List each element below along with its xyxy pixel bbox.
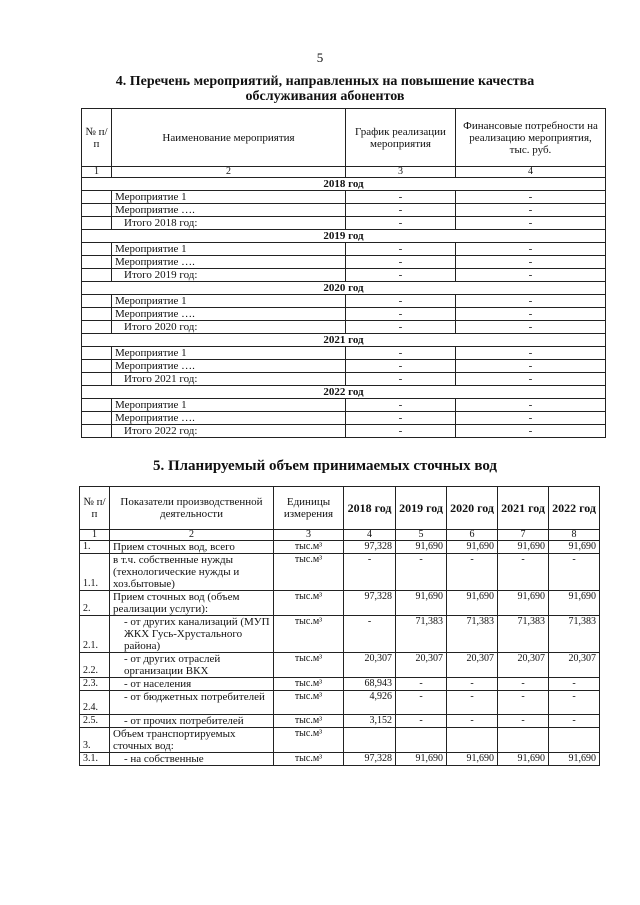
- row-number: 2.5.: [80, 715, 110, 728]
- value-cell: 91,690: [447, 753, 498, 766]
- column-number: 4: [456, 167, 606, 178]
- value-cell: 91,690: [549, 541, 600, 554]
- table-row: [82, 217, 606, 230]
- value-cell: -: [549, 691, 600, 715]
- indicator-name: - от других канализаций (МУП ЖКХ Гусь-Хрустального района): [110, 616, 274, 653]
- header-cell: № п/п: [82, 109, 112, 167]
- header-cell: Показатели производственной деятельности: [110, 487, 274, 530]
- measure-name: Мероприятие ….: [112, 308, 346, 321]
- row-number-cell: [82, 256, 112, 269]
- header-cell: 2019 год: [396, 487, 447, 530]
- header-cell: Финансовые потребности на реализацию мероприятия, тыс. руб.: [456, 109, 606, 167]
- schedule-cell: -: [346, 425, 456, 438]
- row-number-cell: [82, 191, 112, 204]
- table-row: [82, 295, 606, 308]
- value-cell: 91,690: [396, 541, 447, 554]
- finance-cell: -: [456, 295, 606, 308]
- table-row: [82, 204, 606, 217]
- column-number-row: [82, 167, 606, 178]
- unit-cell: тыс.м³: [274, 691, 344, 715]
- value-cell: -: [498, 678, 549, 691]
- indicator-name: Объем транспортируемых сточных вод:: [110, 728, 274, 753]
- value-cell: 91,690: [447, 541, 498, 554]
- value-cell: 97,328: [344, 541, 396, 554]
- header-cell: 2018 год: [344, 487, 396, 530]
- value-cell: -: [344, 554, 396, 591]
- indicator-name: в т.ч. собственные нужды (технологические нужды и хоз.бытовые): [110, 554, 274, 591]
- finance-cell: -: [456, 256, 606, 269]
- table-row: [80, 653, 600, 678]
- schedule-cell: -: [346, 308, 456, 321]
- header-cell: 2022 год: [549, 487, 600, 530]
- value-cell: 91,690: [447, 591, 498, 616]
- row-number: 1.1.: [80, 554, 110, 591]
- value-cell: -: [396, 554, 447, 591]
- measures-table: [81, 108, 606, 438]
- schedule-cell: -: [346, 217, 456, 230]
- table-row: [80, 753, 600, 766]
- row-number-cell: [82, 412, 112, 425]
- column-number: 3: [346, 167, 456, 178]
- value-cell: 91,690: [549, 591, 600, 616]
- value-cell: 20,307: [498, 653, 549, 678]
- value-cell: 20,307: [396, 653, 447, 678]
- table-row: [82, 191, 606, 204]
- row-number-cell: [82, 269, 112, 282]
- row-number-cell: [82, 204, 112, 217]
- column-number: 6: [447, 530, 498, 541]
- row-number-cell: [82, 360, 112, 373]
- value-cell: 91,690: [549, 753, 600, 766]
- finance-cell: -: [456, 425, 606, 438]
- value-cell: 91,690: [498, 591, 549, 616]
- measure-name: Мероприятие 1: [112, 399, 346, 412]
- value-cell: 91,690: [396, 753, 447, 766]
- finance-cell: -: [456, 217, 606, 230]
- schedule-cell: -: [346, 360, 456, 373]
- value-cell: 91,690: [498, 753, 549, 766]
- header-cell: 2021 год: [498, 487, 549, 530]
- year-heading: 2022 год: [82, 386, 606, 399]
- unit-cell: тыс.м³: [274, 678, 344, 691]
- schedule-cell: -: [346, 256, 456, 269]
- header-row: [80, 487, 600, 530]
- table-row: [82, 425, 606, 438]
- table-row: [80, 554, 600, 591]
- header-cell: № п/п: [80, 487, 110, 530]
- unit-cell: тыс.м³: [274, 753, 344, 766]
- header-cell: Наименование мероприятия: [112, 109, 346, 167]
- indicator-name: - на собственные: [110, 753, 274, 766]
- table-row: [82, 269, 606, 282]
- value-cell: 68,943: [344, 678, 396, 691]
- table-row: [82, 373, 606, 386]
- table-row: [82, 256, 606, 269]
- column-number: 4: [344, 530, 396, 541]
- row-number-cell: [82, 321, 112, 334]
- header-row: [82, 109, 606, 167]
- wastewater-table: [79, 486, 600, 766]
- finance-cell: -: [456, 308, 606, 321]
- schedule-cell: -: [346, 243, 456, 256]
- finance-cell: -: [456, 373, 606, 386]
- header-cell: График реализации мероприятия: [346, 109, 456, 167]
- value-cell: -: [549, 715, 600, 728]
- schedule-cell: -: [346, 412, 456, 425]
- schedule-cell: -: [346, 269, 456, 282]
- finance-cell: -: [456, 191, 606, 204]
- table-row: [80, 715, 600, 728]
- value-cell: -: [396, 691, 447, 715]
- finance-cell: -: [456, 360, 606, 373]
- finance-cell: -: [456, 399, 606, 412]
- finance-cell: -: [456, 269, 606, 282]
- column-number: 1: [82, 167, 112, 178]
- column-number: 3: [274, 530, 344, 541]
- value-cell: 91,690: [498, 541, 549, 554]
- row-number-cell: [82, 243, 112, 256]
- measure-name: Мероприятие 1: [112, 347, 346, 360]
- value-cell: 71,383: [396, 616, 447, 653]
- schedule-cell: -: [346, 321, 456, 334]
- row-number-cell: [82, 217, 112, 230]
- value-cell: -: [498, 715, 549, 728]
- schedule-cell: -: [346, 295, 456, 308]
- measure-name: Мероприятие ….: [112, 256, 346, 269]
- indicator-name: - от других отраслей организации ВКХ: [110, 653, 274, 678]
- table-row: [82, 243, 606, 256]
- finance-cell: -: [456, 412, 606, 425]
- column-number: 1: [80, 530, 110, 541]
- year-heading: 2019 год: [82, 230, 606, 243]
- measure-name: Итого 2021 год:: [112, 373, 346, 386]
- year-row: [82, 230, 606, 243]
- indicator-name: Прием сточных вод, всего: [110, 541, 274, 554]
- value-cell: 71,383: [549, 616, 600, 653]
- year-row: [82, 386, 606, 399]
- year-heading: 2018 год: [82, 178, 606, 191]
- table-row: [80, 691, 600, 715]
- value-cell: 20,307: [344, 653, 396, 678]
- section-4-title: 4. Перечень мероприятий, направленных на повышение качества обслуживания абонентов: [115, 74, 535, 104]
- value-cell: 71,383: [498, 616, 549, 653]
- row-number-cell: [82, 347, 112, 360]
- value-cell: -: [344, 616, 396, 653]
- column-number-row: [80, 530, 600, 541]
- schedule-cell: -: [346, 191, 456, 204]
- value-cell: -: [396, 678, 447, 691]
- unit-cell: тыс.м³: [274, 541, 344, 554]
- table-row: [82, 308, 606, 321]
- year-row: [82, 178, 606, 191]
- table-row: [80, 678, 600, 691]
- value-cell: 20,307: [549, 653, 600, 678]
- value-cell: 4,926: [344, 691, 396, 715]
- table-row: [82, 347, 606, 360]
- unit-cell: тыс.м³: [274, 728, 344, 753]
- measure-name: Мероприятие 1: [112, 295, 346, 308]
- measure-name: Итого 2019 год:: [112, 269, 346, 282]
- indicator-name: - от прочих потребителей: [110, 715, 274, 728]
- table-row: [80, 541, 600, 554]
- row-number: 1.: [80, 541, 110, 554]
- measure-name: Мероприятие 1: [112, 243, 346, 256]
- schedule-cell: -: [346, 347, 456, 360]
- indicator-name: - от бюджетных потребителей: [110, 691, 274, 715]
- column-number: 2: [110, 530, 274, 541]
- row-number: 2.2.: [80, 653, 110, 678]
- measure-name: Мероприятие ….: [112, 360, 346, 373]
- measure-name: Мероприятие ….: [112, 412, 346, 425]
- value-cell: 97,328: [344, 591, 396, 616]
- header-cell: 2020 год: [447, 487, 498, 530]
- table-row: [82, 360, 606, 373]
- row-number: 2.: [80, 591, 110, 616]
- value-cell: -: [549, 554, 600, 591]
- finance-cell: -: [456, 347, 606, 360]
- year-heading: 2020 год: [82, 282, 606, 295]
- value-cell: -: [447, 554, 498, 591]
- column-number: 8: [549, 530, 600, 541]
- row-number-cell: [82, 308, 112, 321]
- measure-name: Мероприятие ….: [112, 204, 346, 217]
- table-row: [80, 591, 600, 616]
- value-cell: 71,383: [447, 616, 498, 653]
- indicator-name: - от населения: [110, 678, 274, 691]
- table-row: [82, 412, 606, 425]
- value-cell: -: [498, 554, 549, 591]
- value-cell: 97,328: [344, 753, 396, 766]
- value-cell: -: [447, 715, 498, 728]
- section-5-title: 5. Планируемый объем принимаемых сточных вод: [152, 458, 498, 474]
- row-number: 3.1.: [80, 753, 110, 766]
- header-cell: Единицы измерения: [274, 487, 344, 530]
- value-cell: -: [549, 678, 600, 691]
- value-cell: -: [396, 715, 447, 728]
- table-row: [82, 399, 606, 412]
- year-row: [82, 282, 606, 295]
- row-number: 2.1.: [80, 616, 110, 653]
- measure-name: Итого 2020 год:: [112, 321, 346, 334]
- schedule-cell: -: [346, 373, 456, 386]
- table-row: [80, 728, 600, 753]
- value-cell: -: [447, 678, 498, 691]
- finance-cell: -: [456, 204, 606, 217]
- value-cell: [447, 728, 498, 753]
- year-heading: 2021 год: [82, 334, 606, 347]
- row-number-cell: [82, 425, 112, 438]
- row-number: 3.: [80, 728, 110, 753]
- table-row: [80, 616, 600, 653]
- column-number: 5: [396, 530, 447, 541]
- unit-cell: тыс.м³: [274, 653, 344, 678]
- value-cell: [549, 728, 600, 753]
- value-cell: 20,307: [447, 653, 498, 678]
- finance-cell: -: [456, 321, 606, 334]
- unit-cell: тыс.м³: [274, 591, 344, 616]
- row-number: 2.4.: [80, 691, 110, 715]
- column-number: 7: [498, 530, 549, 541]
- value-cell: -: [447, 691, 498, 715]
- value-cell: 3,152: [344, 715, 396, 728]
- page-number: 5: [316, 50, 324, 65]
- measure-name: Мероприятие 1: [112, 191, 346, 204]
- year-row: [82, 334, 606, 347]
- unit-cell: тыс.м³: [274, 715, 344, 728]
- unit-cell: тыс.м³: [274, 616, 344, 653]
- schedule-cell: -: [346, 399, 456, 412]
- value-cell: 91,690: [396, 591, 447, 616]
- table-row: [82, 321, 606, 334]
- row-number-cell: [82, 373, 112, 386]
- value-cell: [396, 728, 447, 753]
- finance-cell: -: [456, 243, 606, 256]
- value-cell: -: [498, 691, 549, 715]
- schedule-cell: -: [346, 204, 456, 217]
- value-cell: [344, 728, 396, 753]
- row-number: 2.3.: [80, 678, 110, 691]
- row-number-cell: [82, 295, 112, 308]
- column-number: 2: [112, 167, 346, 178]
- unit-cell: тыс.м³: [274, 554, 344, 591]
- measure-name: Итого 2018 год:: [112, 217, 346, 230]
- measure-name: Итого 2022 год:: [112, 425, 346, 438]
- value-cell: [498, 728, 549, 753]
- indicator-name: Прием сточных вод (объем реализации услуги):: [110, 591, 274, 616]
- row-number-cell: [82, 399, 112, 412]
